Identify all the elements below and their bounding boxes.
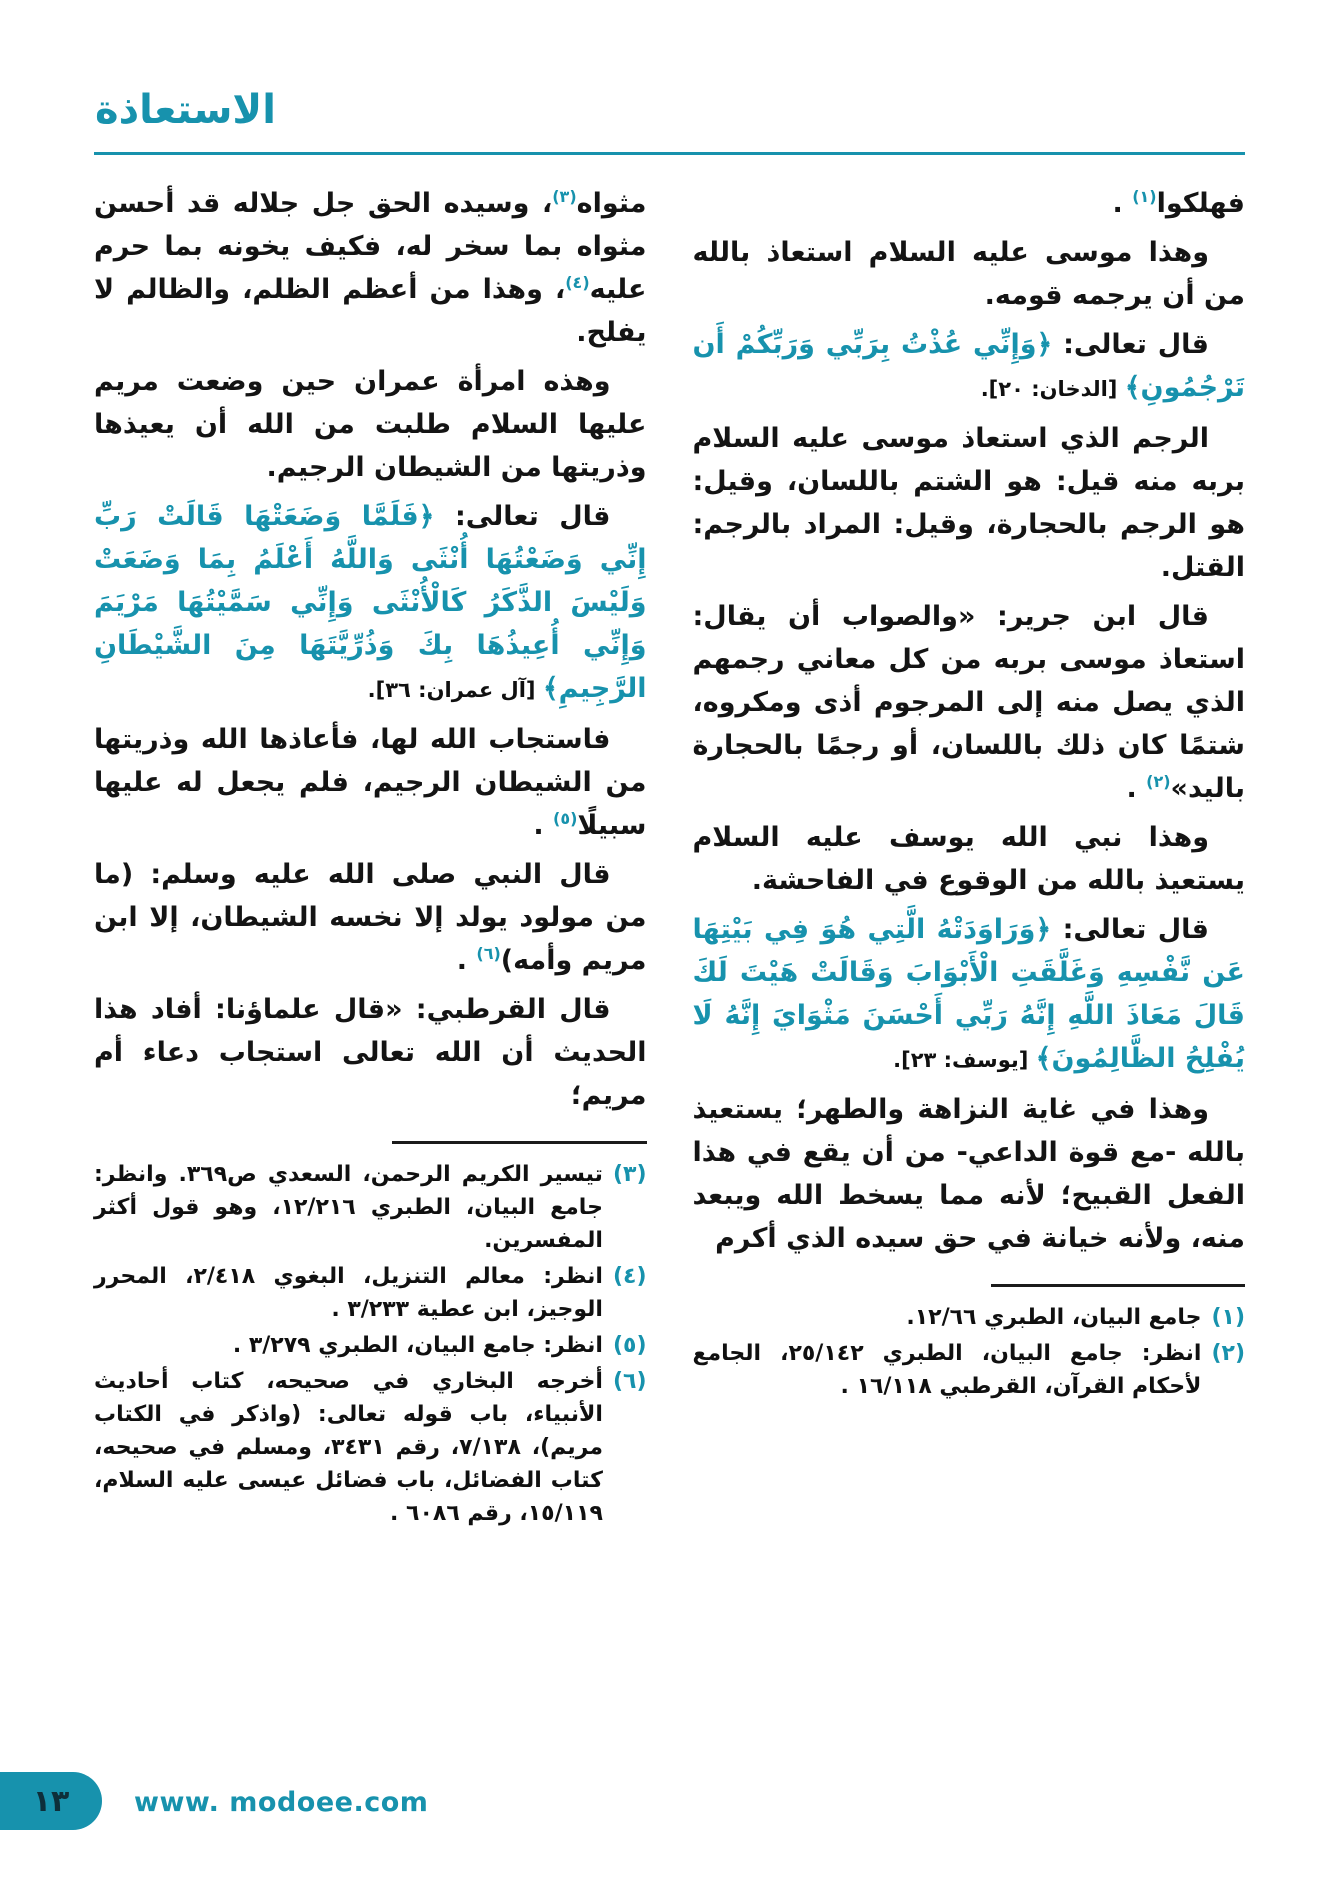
paragraph bbox=[693, 417, 1246, 589]
footnote-text: انظر: معالم التنزيل، البغوي ٢/٤١٨، المحرر الوجيز، ابن عطية ٣/٢٣٣ . bbox=[94, 1264, 603, 1322]
paragraph bbox=[94, 360, 647, 489]
body-text: . bbox=[1126, 773, 1147, 804]
website-link[interactable]: www. modoee.com bbox=[134, 1787, 429, 1818]
page-content bbox=[94, 182, 1245, 1533]
ayah-reference: [يوسف: ٢٣]. bbox=[893, 1048, 1036, 1072]
page-number: ١٣ bbox=[32, 1783, 70, 1819]
paragraph bbox=[94, 988, 647, 1117]
footnote-ref: (٢) bbox=[1146, 772, 1171, 791]
header-rule bbox=[94, 152, 1245, 155]
quran-verse: ﴿فَلَمَّا وَضَعَتْهَا قَالَتْ رَبِّ إِنِّي وَضَعْتُهَا أُنْثَى وَاللَّهُ أَعْلَمُ بِمَا وَضَعَتْ وَلَيْسَ الذَّكَرُ كَالْأُنْثَى وَإِنِّي سَمَّيْتُهَا مَرْيَمَ وَإِنِّي أُعِيذُهَا بِكَ وَذُرِّيَّتَهَا مِنَ الشَّيْطَانِ الرَّجِيمِ﴾ bbox=[94, 501, 647, 704]
body-text: وهذه امرأة عمران حين وضعت مريم عليها السلام طلبت من الله أن يعيذها وذريتها من الشيطان الرجيم. bbox=[94, 366, 647, 483]
footnote-text: انظر: جامع البيان، الطبري ٢٥/١٤٢، الجامع لأحكام القرآن، القرطبي ١٦/١١٨ . bbox=[692, 1341, 1202, 1399]
paragraph bbox=[693, 816, 1246, 902]
footnote-item bbox=[94, 1365, 647, 1530]
footnote-ref: (١) bbox=[1132, 187, 1157, 206]
body-text: مثواه bbox=[576, 188, 647, 219]
footnote-ref: (٣) bbox=[552, 187, 577, 206]
footnote-text: تيسير الكريم الرحمن، السعدي ص٣٦٩. وانظر: جامع البيان، الطبري ١٢/٢١٦، وهو قول أكثر المفسرين. bbox=[94, 1162, 603, 1253]
body-text: وهذا موسى عليه السلام استعاذ بالله من أن يرجمه قومه. bbox=[692, 237, 1245, 311]
body-text: ، وسيده الحق جل جلاله قد أحسن مثواه بما سخر له، فكيف يخونه بما حرم عليه bbox=[94, 188, 647, 305]
body-text: قال ابن جرير: «والصواب أن يقال: استعاذ موسى بربه من كل معاني رجمهم الذي يصل منه إلى المرجوم أذى ومكروه، شتمًا كان ذلك باللسان، أو رجمًا بالحجارة باليد» bbox=[692, 601, 1245, 804]
quran-verse: ﴿وَإِنِّي عُذْتُ بِرَبِّي وَرَبِّكُمْ أَن تَرْجُمُونِ﴾ bbox=[692, 329, 1245, 403]
paragraph bbox=[693, 323, 1246, 411]
footnote-number: (٦) bbox=[612, 1369, 647, 1394]
right-column bbox=[693, 182, 1246, 1406]
footnote-ref: (٥) bbox=[553, 809, 578, 828]
ayah-reference: [الدخان: ٢٠]. bbox=[980, 377, 1125, 401]
paragraph bbox=[94, 718, 647, 847]
footnote-ref: (٦) bbox=[476, 944, 501, 963]
body-text: وهذا نبي الله يوسف عليه السلام يستعيذ بالله من الوقوع في الفاحشة. bbox=[692, 822, 1245, 896]
body-text: قال النبي صلى الله عليه وسلم: (ما من مولود يولد إلا نخسه الشيطان، إلا ابن مريم وأمه) bbox=[94, 859, 647, 976]
body-text: قال القرطبي: «قال علماؤنا: أفاد هذا الحديث أن الله تعالى استجاب دعاء أم مريم؛ bbox=[94, 994, 647, 1111]
paragraph bbox=[94, 853, 647, 982]
paragraph bbox=[693, 231, 1246, 317]
paragraph bbox=[693, 595, 1246, 810]
left-column bbox=[94, 182, 647, 1533]
body-text: . bbox=[533, 810, 553, 841]
footnotes-list bbox=[94, 1158, 647, 1530]
footnote-item bbox=[693, 1337, 1246, 1403]
footnote-item bbox=[94, 1329, 647, 1362]
body-text: فاستجاب الله لها، فأعاذها الله وذريتها من الشيطان الرجيم، فلم يجعل له عليها سبيلًا bbox=[94, 724, 647, 841]
footnote-block bbox=[94, 1141, 647, 1530]
body-text: . bbox=[1112, 188, 1133, 219]
body-text: . bbox=[456, 945, 477, 976]
footnote-number: (٥) bbox=[612, 1333, 647, 1358]
footnote-number: (١) bbox=[1211, 1305, 1245, 1330]
footnote-text: جامع البيان، الطبري ١٢/٦٦. bbox=[906, 1305, 1202, 1330]
footnote-item bbox=[693, 1301, 1246, 1334]
body-text: وهذا في غاية النزاهة والطهر؛ يستعيذ بالله -مع قوة الداعي- من أن يقع في هذا الفعل القبيح؛ لأنه مما يسخط الله ويبعد منه، ولأنه خيانة في حق سيده الذي أكرم bbox=[692, 1094, 1245, 1254]
body-text: قال تعالى: bbox=[1052, 329, 1209, 360]
footnote-number: (٢) bbox=[1211, 1341, 1245, 1366]
body-text: فهلكوا bbox=[1156, 188, 1245, 219]
paragraphs bbox=[693, 182, 1246, 1260]
paragraph bbox=[693, 1088, 1246, 1260]
footnote-ref: (٤) bbox=[565, 273, 590, 292]
footnote-number: (٤) bbox=[612, 1264, 647, 1289]
footnote-text: انظر: جامع البيان، الطبري ٣/٢٧٩ . bbox=[232, 1333, 603, 1358]
footnote-rule bbox=[392, 1141, 646, 1144]
chapter-title: الاستعاذة bbox=[95, 87, 276, 133]
body-text: ، وهذا من أعظم الظلم، والظالم لا يفلح. bbox=[94, 274, 647, 348]
paragraph bbox=[693, 182, 1246, 225]
paragraph bbox=[693, 908, 1246, 1082]
body-text: قال تعالى: bbox=[434, 501, 611, 532]
page-number-badge bbox=[0, 1772, 102, 1830]
footnote-number: (٣) bbox=[612, 1162, 647, 1187]
paragraph bbox=[94, 182, 647, 354]
paragraphs bbox=[94, 182, 647, 1117]
body-text: قال تعالى: bbox=[1051, 914, 1209, 945]
footnote-block bbox=[693, 1284, 1246, 1403]
quran-verse: ﴿وَرَاوَدَتْهُ الَّتِي هُوَ فِي بَيْتِهَا عَن نَّفْسِهِ وَغَلَّقَتِ الْأَبْوَابَ وَقَالَتْ هَيْتَ لَكَ قَالَ مَعَاذَ اللَّهِ إِنَّهُ رَبِّي أَحْسَنَ مَثْوَايَ إِنَّهُ لَا يُفْلِحُ الظَّالِمُونَ﴾ bbox=[692, 914, 1245, 1074]
footnote-text: أخرجه البخاري في صحيحه، كتاب أحاديث الأنبياء، باب قوله تعالى: (واذكر في الكتاب مريم)، ٧/١٣٨، رقم ٣٤٣١، ومسلم في صحيحه، كتاب الفضائل، باب فضائل عيسى عليه السلام، ١٥/١١٩، رقم ٦٠٨٦ . bbox=[94, 1369, 603, 1526]
footnote-rule bbox=[991, 1284, 1245, 1287]
footnotes-list bbox=[693, 1301, 1246, 1403]
footnote-item bbox=[94, 1158, 647, 1257]
footnote-item bbox=[94, 1260, 647, 1326]
ayah-reference: [آل عمران: ٣٦]. bbox=[367, 678, 543, 702]
paragraph bbox=[94, 495, 647, 712]
body-text: الرجم الذي استعاذ موسى عليه السلام بربه منه قيل: هو الشتم باللسان، وقيل: هو الرجم بالحجارة، وقيل: المراد بالرجم: القتل. bbox=[692, 423, 1245, 583]
